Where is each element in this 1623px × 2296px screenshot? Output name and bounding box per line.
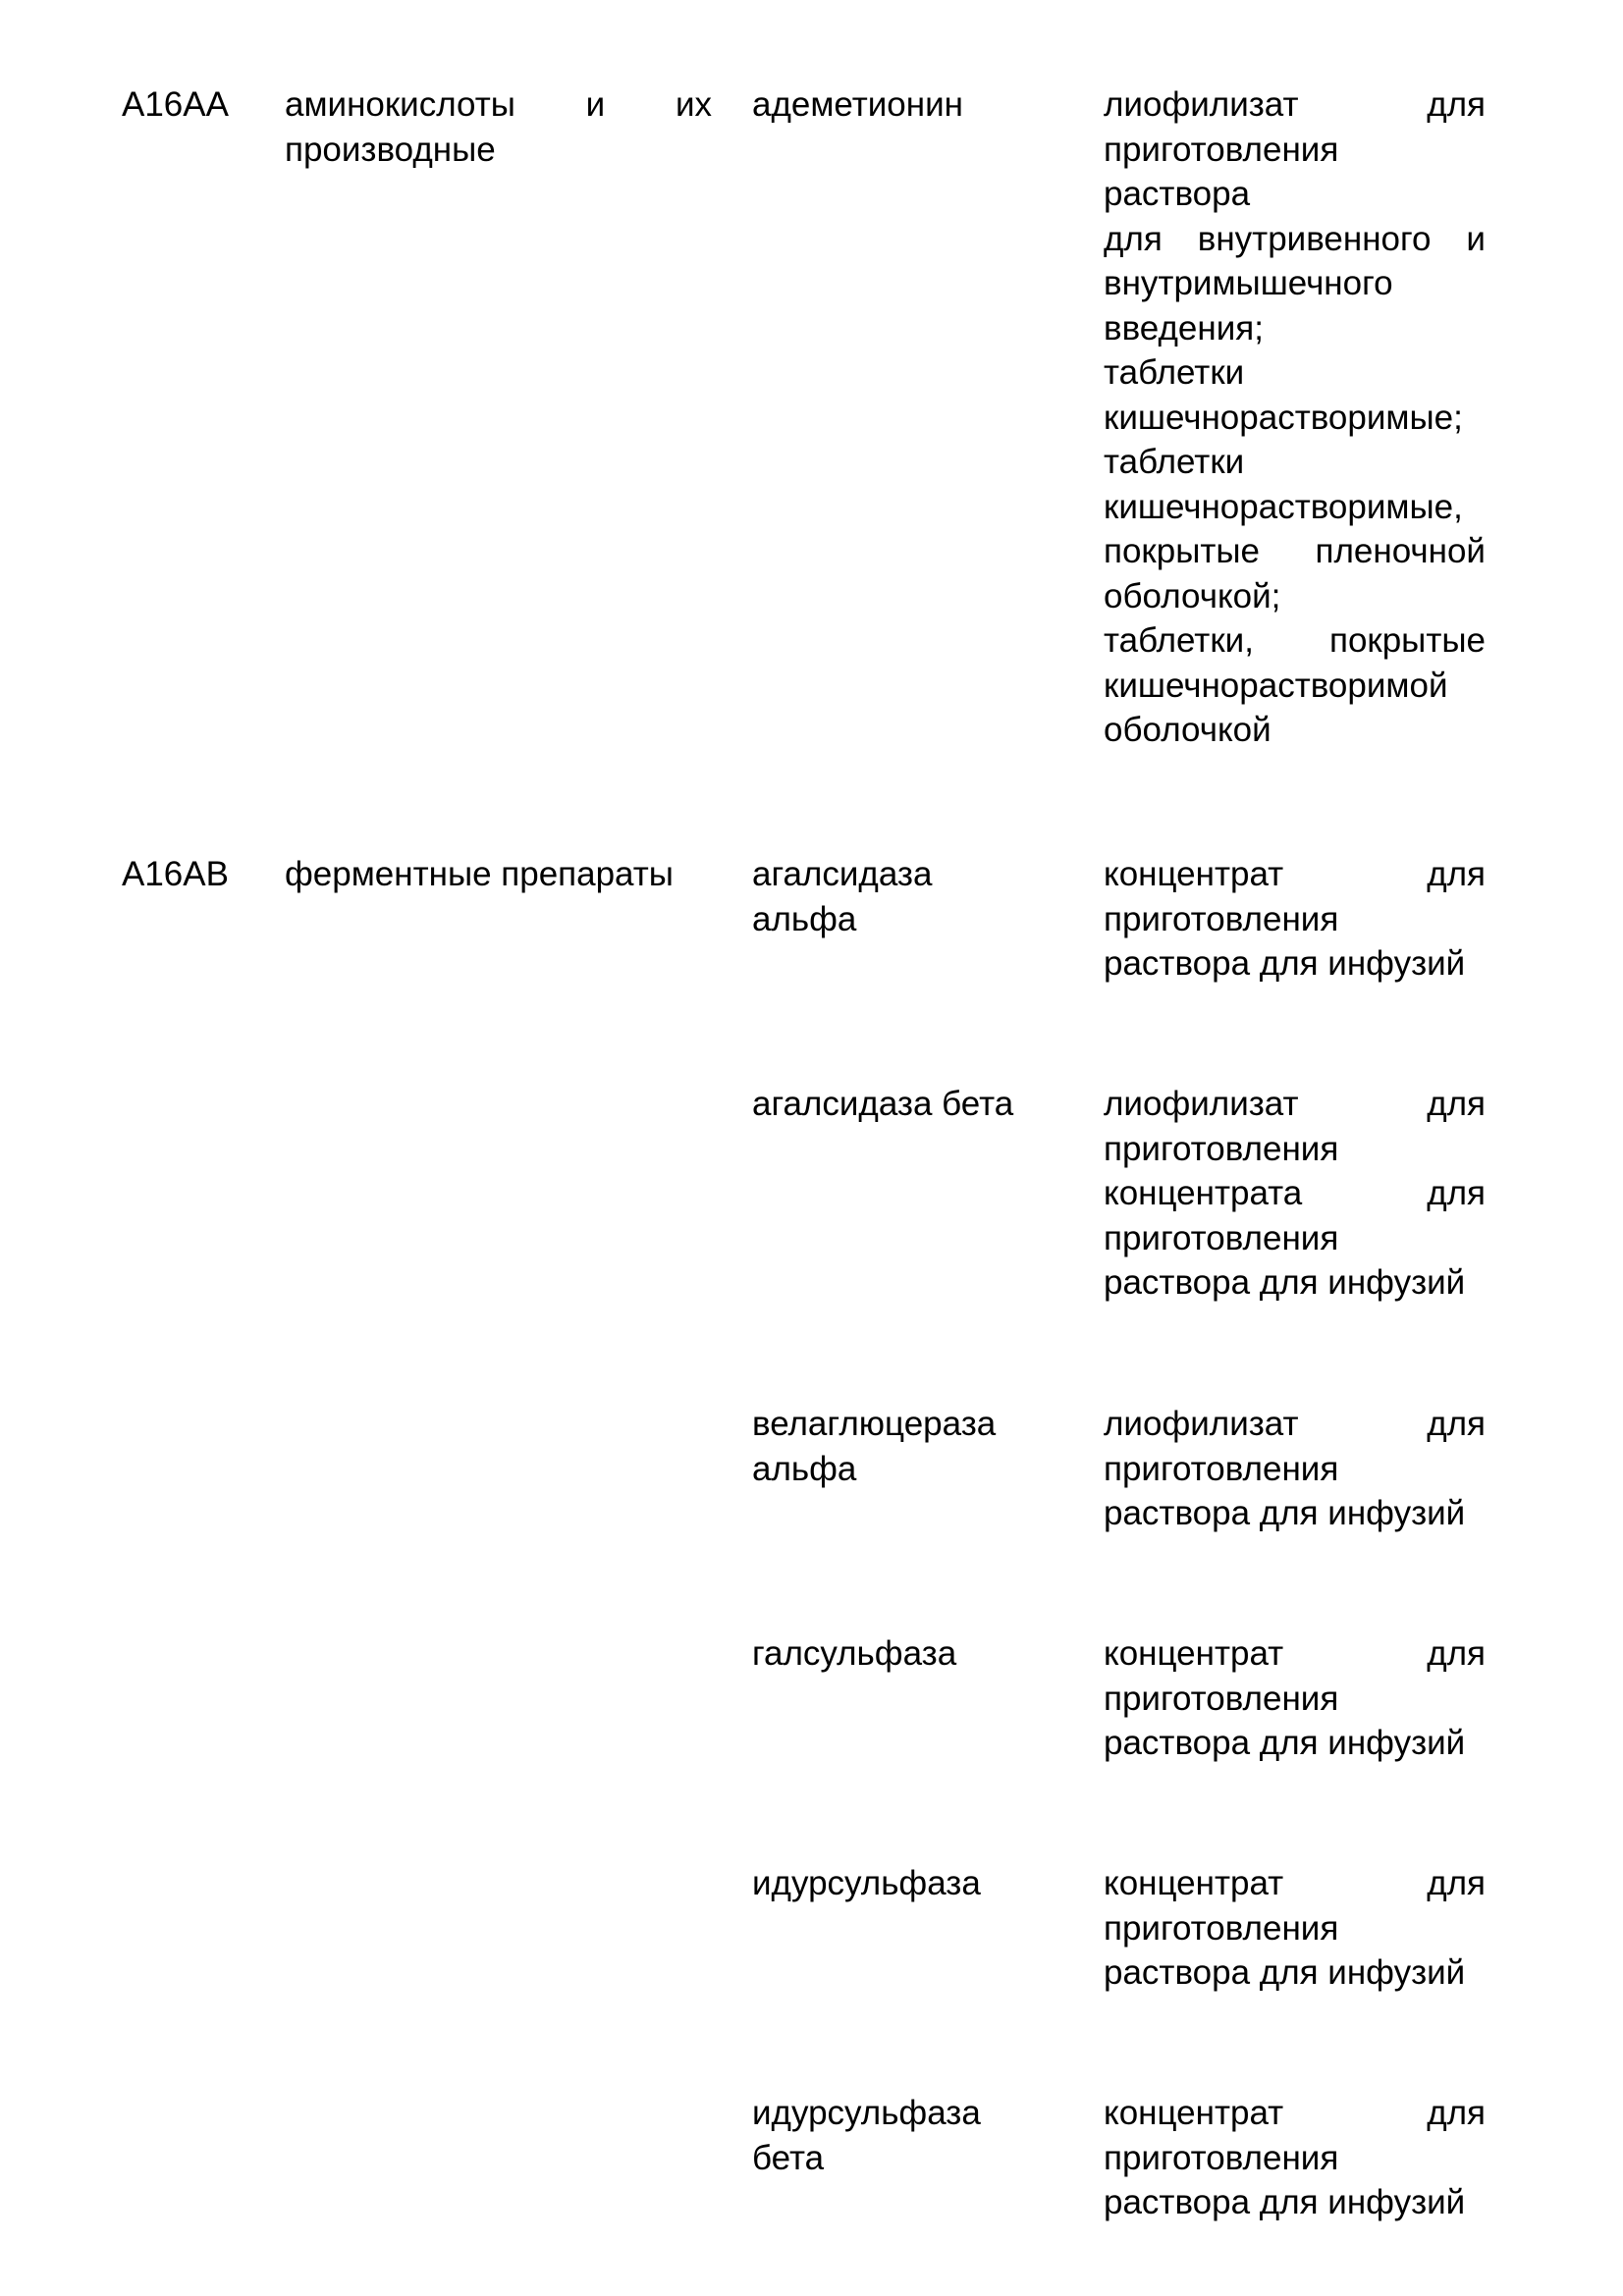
- drug-line: бета: [752, 2138, 825, 2177]
- form-line: введения;: [1104, 308, 1264, 347]
- group-name-amino-acids: [285, 82, 712, 172]
- form-line: приготовления: [1104, 130, 1339, 169]
- form-line: раствора для инфузий: [1104, 1953, 1466, 1992]
- form-line: таблетки: [1104, 353, 1245, 392]
- drug-line: альфа: [752, 1449, 857, 1488]
- drug-name-galsulfase: [752, 1631, 1047, 1677]
- group-line: ферментные препараты: [285, 855, 674, 893]
- dosage-form-agalsidase-beta: [1104, 1082, 1486, 1306]
- form-line: приготовления: [1104, 899, 1339, 938]
- form-line: приготовления: [1104, 1679, 1339, 1718]
- group-name-enzymes: [285, 852, 712, 897]
- group-line: производные: [285, 130, 496, 169]
- dosage-form-ademetionine: [1104, 82, 1486, 753]
- form-line: концентрат для: [1104, 855, 1486, 893]
- form-line: кишечнорастворимой: [1104, 666, 1448, 705]
- form-line: таблетки: [1104, 443, 1245, 481]
- drug-name-ademetionine: [752, 82, 1047, 128]
- drug-name-idursulfase: [752, 1861, 1047, 1906]
- form-line: оболочкой;: [1104, 576, 1281, 615]
- atc-code-a16aa: A16AA: [122, 85, 229, 124]
- drug-line: велаглюцераза: [752, 1405, 997, 1443]
- form-line: кишечнорастворимые,: [1104, 487, 1463, 526]
- form-line: раствора: [1104, 175, 1251, 213]
- form-line: лиофилизат для: [1104, 85, 1486, 124]
- drug-name-agalsidase-alfa: [752, 852, 1047, 941]
- form-line: покрытые пленочной: [1104, 532, 1486, 570]
- group-line: аминокислоты и их: [285, 85, 712, 124]
- drug-line: агалсидаза: [752, 855, 933, 893]
- form-line: таблетки, покрытые: [1104, 621, 1486, 660]
- drug-line: альфа: [752, 899, 857, 938]
- form-line: внутримышечного: [1104, 264, 1393, 302]
- form-line: раствора для инфузий: [1104, 1263, 1466, 1302]
- form-line: приготовления: [1104, 1449, 1339, 1488]
- form-line: приготовления: [1104, 2138, 1339, 2177]
- form-line: концентрат для: [1104, 1634, 1486, 1673]
- form-line: раствора для инфузий: [1104, 2183, 1466, 2221]
- form-line: для внутривенного и: [1104, 219, 1486, 258]
- form-line: концентрат для: [1104, 1864, 1486, 1902]
- dosage-form-idursulfase: [1104, 1861, 1486, 1996]
- form-line: приготовления: [1104, 1129, 1339, 1168]
- drug-line: идурсульфаза: [752, 1864, 981, 1902]
- drug-line: адеметионин: [752, 85, 963, 124]
- form-line: раствора для инфузий: [1104, 1494, 1466, 1532]
- drug-line: агалсидаза бета: [752, 1085, 1014, 1123]
- atc-code-a16ab: A16AB: [122, 855, 229, 893]
- dosage-form-velaglucerase-alfa: [1104, 1402, 1486, 1536]
- drug-name-idursulfase-beta: [752, 2091, 1047, 2180]
- form-line: раствора для инфузий: [1104, 1724, 1466, 1762]
- drug-name-agalsidase-beta: [752, 1082, 1047, 1127]
- form-line: приготовления: [1104, 1218, 1339, 1257]
- dosage-form-agalsidase-alfa: [1104, 852, 1486, 987]
- form-line: лиофилизат для: [1104, 1405, 1486, 1443]
- form-line: лиофилизат для: [1104, 1085, 1486, 1123]
- drug-line: идурсульфаза: [752, 2094, 981, 2132]
- dosage-form-idursulfase-beta: [1104, 2091, 1486, 2225]
- form-line: приготовления: [1104, 1908, 1339, 1948]
- dosage-form-galsulfase: [1104, 1631, 1486, 1766]
- form-line: оболочкой: [1104, 711, 1271, 749]
- drug-line: галсульфаза: [752, 1634, 957, 1673]
- form-line: кишечнорастворимые;: [1104, 398, 1463, 437]
- form-line: раствора для инфузий: [1104, 944, 1466, 983]
- form-line: концентрат для: [1104, 2094, 1486, 2132]
- form-line: концентрата для: [1104, 1174, 1486, 1212]
- drug-name-velaglucerase-alfa: [752, 1402, 1047, 1491]
